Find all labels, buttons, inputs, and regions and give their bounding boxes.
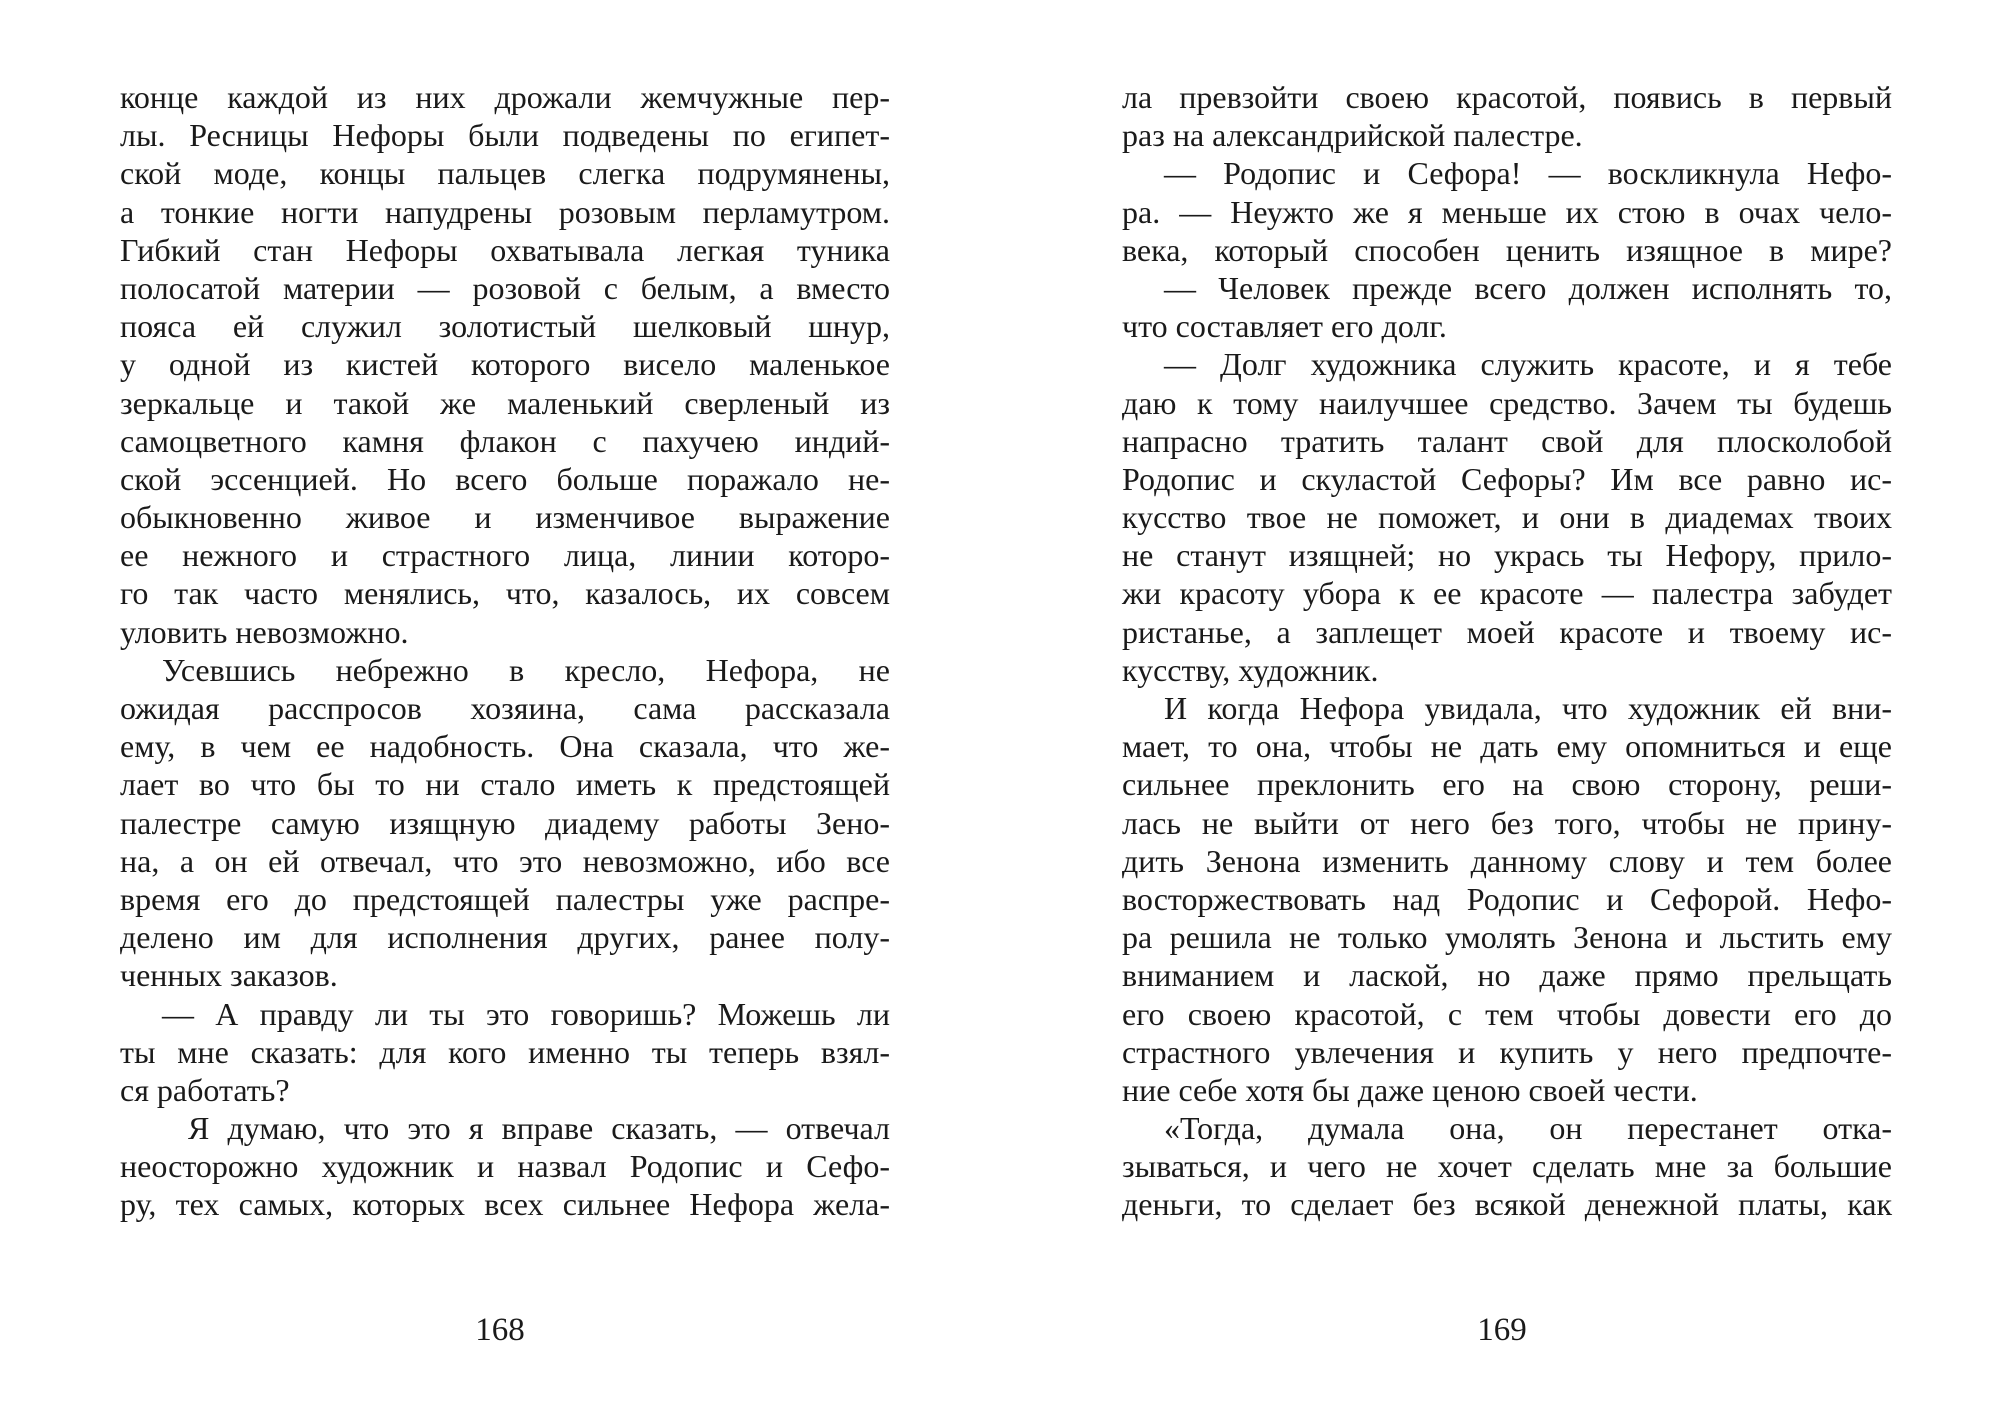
text-line: делено им для исполнения других, ранее полу- xyxy=(120,919,890,956)
text-line: Гибкий стан Нефоры охватывала легкая туника xyxy=(120,231,890,268)
text-line: пояса ей служил золотистый шелковый шнур, xyxy=(120,308,890,345)
text-line: конце каждой из них дрожали жемчужные пер- xyxy=(120,79,890,115)
text-line: напрасно тратить талант свой для плосколобой xyxy=(1122,422,1892,459)
text-line: страстного увлечения и купить у него предпочте- xyxy=(1122,1033,1892,1070)
text-line: даю к тому наилучшее средство. Зачем ты будешь xyxy=(1122,384,1892,421)
text-line: раз на александрийской палестре. xyxy=(1122,117,1583,154)
text-line: — А правду ли ты это говоришь? Можешь ли xyxy=(162,995,890,1032)
text-line: дить Зенона изменить данному слову и тем более xyxy=(1122,842,1892,879)
text-line: ру, тех самых, которых всех сильнее Нефора жела- xyxy=(120,1186,890,1223)
text-line: лась не выйти от него без того, чтобы не прину- xyxy=(1122,804,1892,841)
text-line: лает во что бы то ни стало иметь к предстоящей xyxy=(120,766,890,803)
text-line: жи красоту убора к ее красоте — палестра забудет xyxy=(1122,575,1892,612)
text-line: ченных заказов. xyxy=(120,957,338,994)
text-line: ты мне сказать: для кого именно ты теперь взял- xyxy=(120,1033,890,1070)
text-line: зеркальце и такой же маленький сверленый из xyxy=(120,384,890,421)
text-line: палестре самую изящную диадему работы Зено- xyxy=(120,804,890,841)
text-line: И когда Нефора увидала, что художник ей вни- xyxy=(1164,690,1892,726)
text-line: время его до предстоящей палестры уже распре- xyxy=(120,880,890,917)
text-line: ской эссенцией. Но всего больше поражало не- xyxy=(120,460,890,497)
text-line: вниманием и лаской, но даже прямо прельщать xyxy=(1122,957,1892,994)
text-line: восторжествовать над Родопис и Сефорой. Нефо- xyxy=(1122,880,1892,917)
text-line: ра. — Неужто же я меньше их стою в очах чело- xyxy=(1122,193,1892,230)
text-line: ожидая расспросов хозяина, сама рассказала xyxy=(120,690,890,726)
text-line: — Человек прежде всего должен исполнять то, xyxy=(1164,269,1892,306)
text-line: полосатой материи — розовой с белым, а вместо xyxy=(120,269,890,306)
text-line: кусство твое не поможет, и они в диадемах твоих xyxy=(1122,499,1892,536)
text-line: ристанье, а заплещет моей красоте и твоему ис- xyxy=(1122,613,1892,650)
text-line: а тонкие ногти напудрены розовым перламутром. xyxy=(120,193,890,230)
left-page-number: 168 xyxy=(475,1312,525,1348)
text-line: его своею красотой, с тем чтобы довести его до xyxy=(1122,995,1892,1032)
text-line: мает, то она, чтобы не дать ему опомниться и еще xyxy=(1122,728,1892,765)
left-page-text xyxy=(120,78,890,1224)
text-line: обыкновенно живое и изменчивое выражение xyxy=(120,499,890,536)
text-line: деньги, то сделает без всякой денежной платы, как xyxy=(1122,1186,1892,1223)
right-page-text xyxy=(1122,78,1892,1224)
text-line: на, а он ей отвечал, что это невозможно, ибо все xyxy=(120,842,890,879)
text-line: уловить невозможно. xyxy=(120,613,409,650)
text-line: ла превзойти своею красотой, появись в первый xyxy=(1122,79,1892,115)
text-line: сильнее преклонить его на свою сторону, реши- xyxy=(1122,766,1892,803)
text-line: самоцветного камня флакон с пахучею индий- xyxy=(120,422,890,459)
right-page xyxy=(1000,0,2000,1422)
text-line: Усевшись небрежно в кресло, Нефора, не xyxy=(162,651,890,688)
text-line: «Тогда, думала она, он перестанет отка- xyxy=(1164,1110,1892,1147)
text-line: века, который способен ценить изящное в мире? xyxy=(1122,231,1892,268)
text-line: ра решила не только умолять Зенона и льстить ему xyxy=(1122,919,1892,956)
text-line: что составляет его долг. xyxy=(1122,308,1447,345)
text-line: кусству, художник. xyxy=(1122,651,1379,688)
right-page-number: 169 xyxy=(1477,1312,1527,1348)
text-line: — Долг художника служить красоте, и я тебе xyxy=(1164,346,1892,383)
text-line: Родопис и скуластой Сефоры? Им все равно ис- xyxy=(1122,460,1892,497)
text-line: ся работать? xyxy=(120,1071,290,1108)
text-line: не станут изящней; но укрась ты Нефору, прило- xyxy=(1122,537,1892,574)
text-line: Я думаю, что это я вправе сказать, — отвечал xyxy=(188,1110,890,1147)
text-line: ние себе хотя бы даже ценою своей чести. xyxy=(1122,1071,1698,1108)
text-line: — Родопис и Сефора! — воскликнула Нефо- xyxy=(1164,155,1892,192)
text-line: ее нежного и страстного лица, линии которо- xyxy=(120,537,890,574)
text-line: зываться, и чего не хочет сделать мне за большие xyxy=(1122,1148,1892,1185)
text-line: лы. Ресницы Нефоры были подведены по египет- xyxy=(120,117,890,154)
text-line: ему, в чем ее надобность. Она сказала, что же- xyxy=(120,728,890,765)
text-line: у одной из кистей которого висело маленькое xyxy=(120,346,890,383)
text-line: го так часто менялись, что, казалось, их совсем xyxy=(120,575,890,612)
text-line: ской моде, концы пальцев слегка подрумянены, xyxy=(120,155,890,192)
text-line: неосторожно художник и назвал Родопис и Сефо- xyxy=(120,1148,890,1185)
